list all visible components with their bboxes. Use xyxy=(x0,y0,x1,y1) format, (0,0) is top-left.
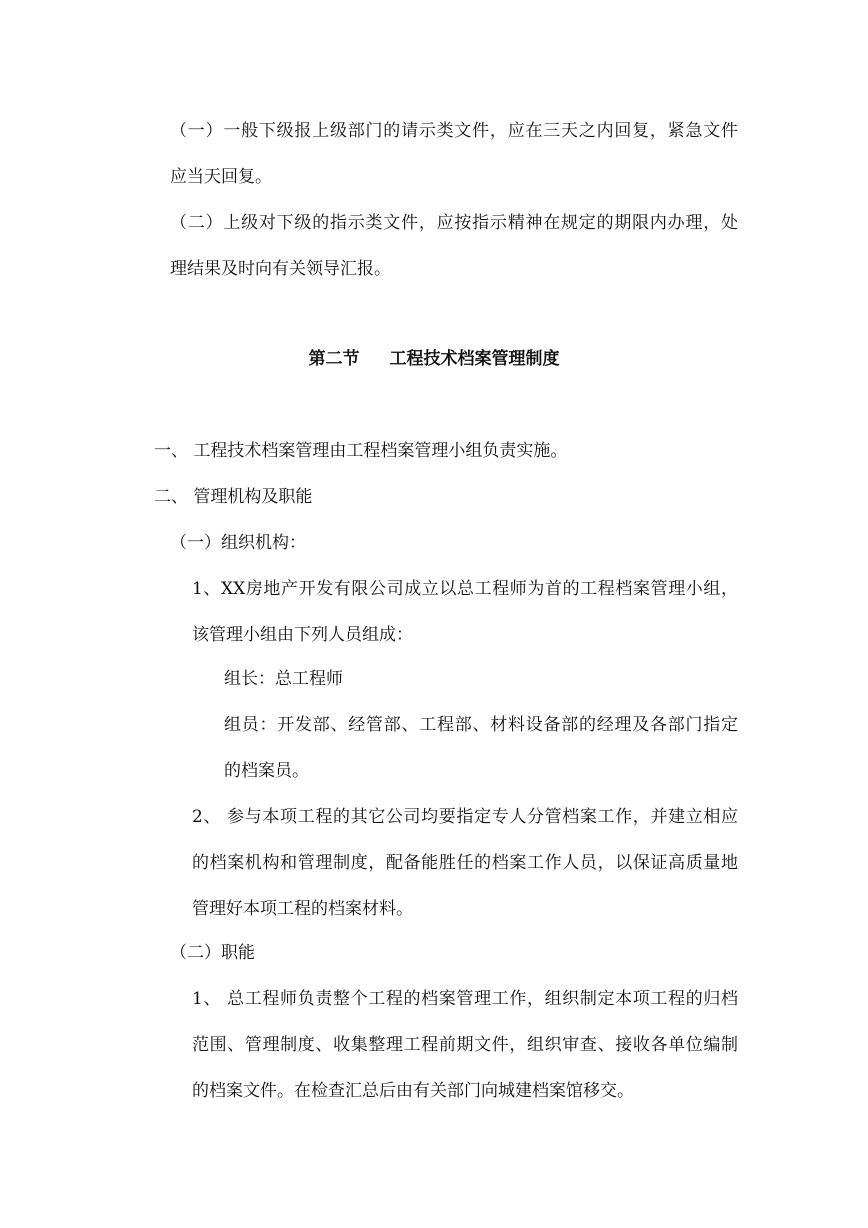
section-number: 第二节 xyxy=(308,349,360,369)
leader-line: 组长：总工程师 xyxy=(224,669,343,689)
members-line-2: 的档案员。 xyxy=(224,761,309,781)
item-2-line-1: （二）上级对下级的指示类文件，应按指示精神在规定的期限内办理，处 xyxy=(170,213,738,233)
func-heading: （二）职能 xyxy=(170,943,255,963)
item-2-line-2: 理结果及时向有关领导汇报。 xyxy=(170,259,391,279)
members-line-1: 组员：开发部、经管部、工程部、材料设备部的经理及各部门指定 xyxy=(224,715,738,735)
org-item-1-line-2: 该管理小组由下列人员组成： xyxy=(192,625,413,645)
paragraph-2: 二、 管理机构及职能 xyxy=(154,487,313,507)
paragraph-1: 一、 工程技术档案管理由工程档案管理小组负责实施。 xyxy=(154,441,568,461)
org-item-2-line-2: 的档案机构和管理制度，配备能胜任的档案工作人员，以保证高质量地 xyxy=(192,853,738,873)
org-heading: （一）组织机构： xyxy=(170,533,306,553)
item-1-line-1: （一）一般下级报上级部门的请示类文件，应在三天之内回复，紧急文件 xyxy=(170,121,738,141)
org-item-2-line-1: 2、 参与本项工程的其它公司均要指定专人分管档案工作，并建立相应 xyxy=(192,807,738,827)
func-item-1-line-3: 的档案文件。在检查汇总后由有关部门向城建档案馆移交。 xyxy=(192,1081,634,1101)
org-item-2-line-3: 管理好本项工程的档案材料。 xyxy=(192,899,413,919)
section-heading xyxy=(0,348,868,370)
section-title: 工程技术档案管理制度 xyxy=(389,349,560,369)
func-item-1-line-2: 范围、管理制度、收集整理工程前期文件，组织审查、接收各单位编制 xyxy=(192,1035,738,1055)
org-item-1-line-1: 1、XX房地产开发有限公司成立以总工程师为首的工程档案管理小组， xyxy=(192,579,738,599)
item-1-line-2: 应当天回复。 xyxy=(170,167,272,187)
func-item-1-line-1: 1、 总工程师负责整个工程的档案管理工作，组织制定本项工程的归档 xyxy=(192,989,738,1009)
